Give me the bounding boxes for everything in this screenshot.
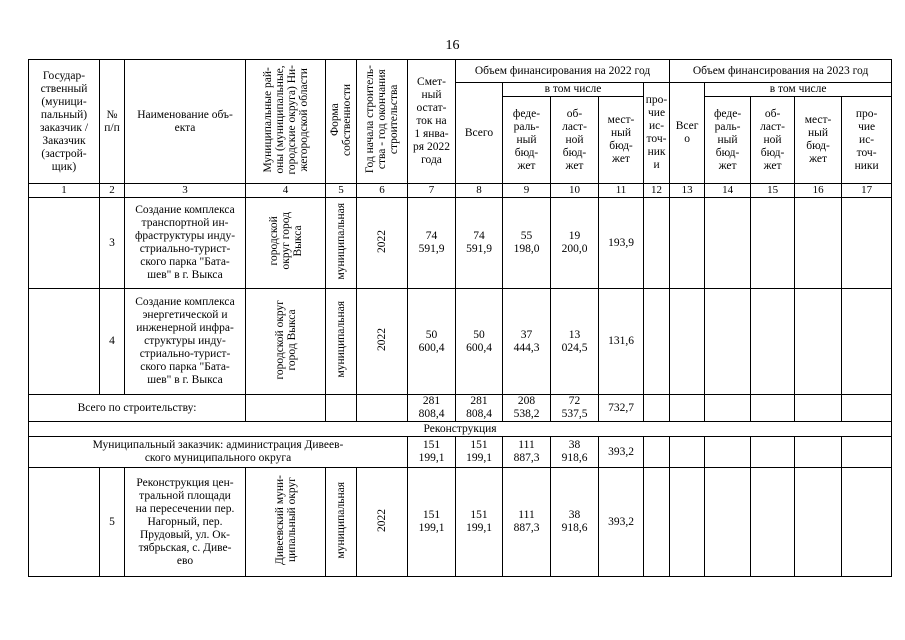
header-federal-2022: феде- раль- ный бюд- жет bbox=[503, 97, 551, 184]
header-local-2022: мест- ный бюд- жет bbox=[599, 97, 644, 184]
years: 2022 bbox=[376, 229, 388, 253]
regional-value: 38 918,6 bbox=[551, 468, 599, 577]
header-local-2023: мест- ный бюд- жет bbox=[795, 97, 842, 184]
object-name: Создание комплекса транспортной ин- фраструктуры инду- стриально-турист- ского парка "Бата- шев" в г. Выкса bbox=[125, 198, 246, 289]
balance-value: 281 808,4 bbox=[408, 395, 456, 422]
header-district-cell bbox=[246, 60, 326, 184]
header-total-2023: Всег о bbox=[670, 83, 705, 184]
balance-value: 74 591,9 bbox=[408, 198, 456, 289]
balance-value: 50 600,4 bbox=[408, 289, 456, 395]
header-row-top bbox=[29, 60, 892, 83]
table-row-object-4 bbox=[29, 289, 892, 395]
district: городской округ город Выкса bbox=[273, 299, 298, 380]
row-num: 5 bbox=[100, 468, 125, 577]
header-num: № п/п bbox=[100, 60, 125, 184]
district-cell bbox=[246, 198, 326, 289]
federal-value: 111 887,3 bbox=[503, 468, 551, 577]
local-value: 193,9 bbox=[599, 198, 644, 289]
federal-value: 111 887,3 bbox=[503, 437, 551, 468]
header-ownership: Форма собственности bbox=[329, 83, 353, 156]
total-value: 50 600,4 bbox=[456, 289, 503, 395]
ownership: муниципальная bbox=[335, 481, 347, 559]
header-other-2022: про- чие ис- точ- ник и bbox=[644, 83, 670, 184]
years-cell bbox=[357, 468, 408, 577]
page-number: 16 bbox=[445, 38, 460, 53]
construction-total-label: Всего по строительству: bbox=[29, 395, 246, 422]
header-regional-2023: об- ласт- ной бюд- жет bbox=[751, 97, 795, 184]
total-value: 74 591,9 bbox=[456, 198, 503, 289]
ownership-cell bbox=[326, 468, 357, 577]
header-object-name: Наименование объ- екта bbox=[125, 60, 246, 184]
col-number: 16 bbox=[795, 184, 842, 198]
header-regional-2022: об- ласт- ной бюд- жет bbox=[551, 97, 599, 184]
header-other-2023: про- чие ис- точ- ники bbox=[842, 97, 892, 184]
row-num: 3 bbox=[100, 198, 125, 289]
years: 2022 bbox=[376, 328, 388, 351]
ownership: муниципальная bbox=[335, 202, 347, 280]
col-number: 11 bbox=[599, 184, 644, 198]
col-number: 1 bbox=[29, 184, 100, 198]
ownership-cell bbox=[326, 198, 357, 289]
local-value: 393,2 bbox=[599, 437, 644, 468]
col-number: 6 bbox=[357, 184, 408, 198]
section-title: Реконструкция bbox=[29, 422, 892, 437]
balance-value: 151 199,1 bbox=[408, 468, 456, 577]
district-cell bbox=[246, 289, 326, 395]
col-number: 15 bbox=[751, 184, 795, 198]
col-number: 8 bbox=[456, 184, 503, 198]
col-number: 4 bbox=[246, 184, 326, 198]
header-including-2022: в том числе bbox=[503, 83, 644, 97]
header-federal-2023: феде- раль- ный бюд- жет bbox=[705, 97, 751, 184]
ownership: муниципальная bbox=[335, 301, 347, 378]
table-row-object-3 bbox=[29, 198, 892, 289]
col-number: 17 bbox=[842, 184, 892, 198]
local-value: 131,6 bbox=[599, 289, 644, 395]
header-customer: Государ- ственный (муници- пальный) заказчик / Заказчик (застрой- щик) bbox=[29, 60, 100, 184]
col-number: 7 bbox=[408, 184, 456, 198]
row-num: 4 bbox=[100, 289, 125, 395]
header-years-cell bbox=[357, 60, 408, 184]
years-cell bbox=[357, 198, 408, 289]
col-number: 13 bbox=[670, 184, 705, 198]
federal-value: 55 198,0 bbox=[503, 198, 551, 289]
years-cell bbox=[357, 289, 408, 395]
header-ownership-cell bbox=[326, 60, 357, 184]
object-name: Создание комплекса энергетической и инженерной инфра- структуры инду- стриально-турист- ского парка "Бата- шев" в г. Выкса bbox=[125, 289, 246, 395]
federal-value: 208 538,2 bbox=[503, 395, 551, 422]
col-number: 10 bbox=[551, 184, 599, 198]
header-years: Год начала строитель- ства - год окончания строительства bbox=[364, 65, 400, 174]
federal-value: 37 444,3 bbox=[503, 289, 551, 395]
total-value: 151 199,1 bbox=[456, 468, 503, 577]
header-total-2022: Всего bbox=[456, 83, 503, 184]
regional-value: 19 200,0 bbox=[551, 198, 599, 289]
col-number: 2 bbox=[100, 184, 125, 198]
col-number: 14 bbox=[705, 184, 751, 198]
table-row-customer bbox=[29, 437, 892, 468]
district: городской округ город Выкса bbox=[267, 212, 304, 270]
table-row-construction-total bbox=[29, 395, 892, 422]
balance-value: 151 199,1 bbox=[408, 437, 456, 468]
financing-table bbox=[28, 59, 892, 577]
local-value: 393,2 bbox=[599, 468, 644, 577]
col-number: 12 bbox=[644, 184, 670, 198]
regional-value: 72 537,5 bbox=[551, 395, 599, 422]
regional-value: 13 024,5 bbox=[551, 289, 599, 395]
total-value: 281 808,4 bbox=[456, 395, 503, 422]
local-value: 732,7 bbox=[599, 395, 644, 422]
header-balance: Смет- ный остат- ток на 1 янва- ря 2022 года bbox=[408, 60, 456, 184]
col-number: 3 bbox=[125, 184, 246, 198]
header-fin-2022: Объем финансирования на 2022 год bbox=[456, 60, 670, 83]
ownership-cell bbox=[326, 289, 357, 395]
district-cell bbox=[246, 468, 326, 577]
district: Дивеевский муни- ципальный округ bbox=[273, 475, 298, 565]
table-row-section bbox=[29, 422, 892, 437]
customer-label: Муниципальный заказчик: администрация Дивеев- ского муниципального округа bbox=[29, 437, 408, 468]
total-value: 151 199,1 bbox=[456, 437, 503, 468]
header-district: Муниципальные рай- оны (муниципальные, городские округа) Ни- жегородской области bbox=[261, 64, 310, 175]
object-name: Реконструкция цен- тральной площади на пересечении пер. Нагорный, пер. Прудовый, ул. Ок- тябрьская, с. Диве- ево bbox=[125, 468, 246, 577]
regional-value: 38 918,6 bbox=[551, 437, 599, 468]
header-fin-2023: Объем финансирования на 2023 год bbox=[670, 60, 892, 83]
col-number: 9 bbox=[503, 184, 551, 198]
table-row-object-5 bbox=[29, 468, 892, 577]
header-including-2023: в том числе bbox=[705, 83, 892, 97]
years: 2022 bbox=[376, 508, 388, 532]
column-number-row bbox=[29, 184, 892, 198]
col-number: 5 bbox=[326, 184, 357, 198]
